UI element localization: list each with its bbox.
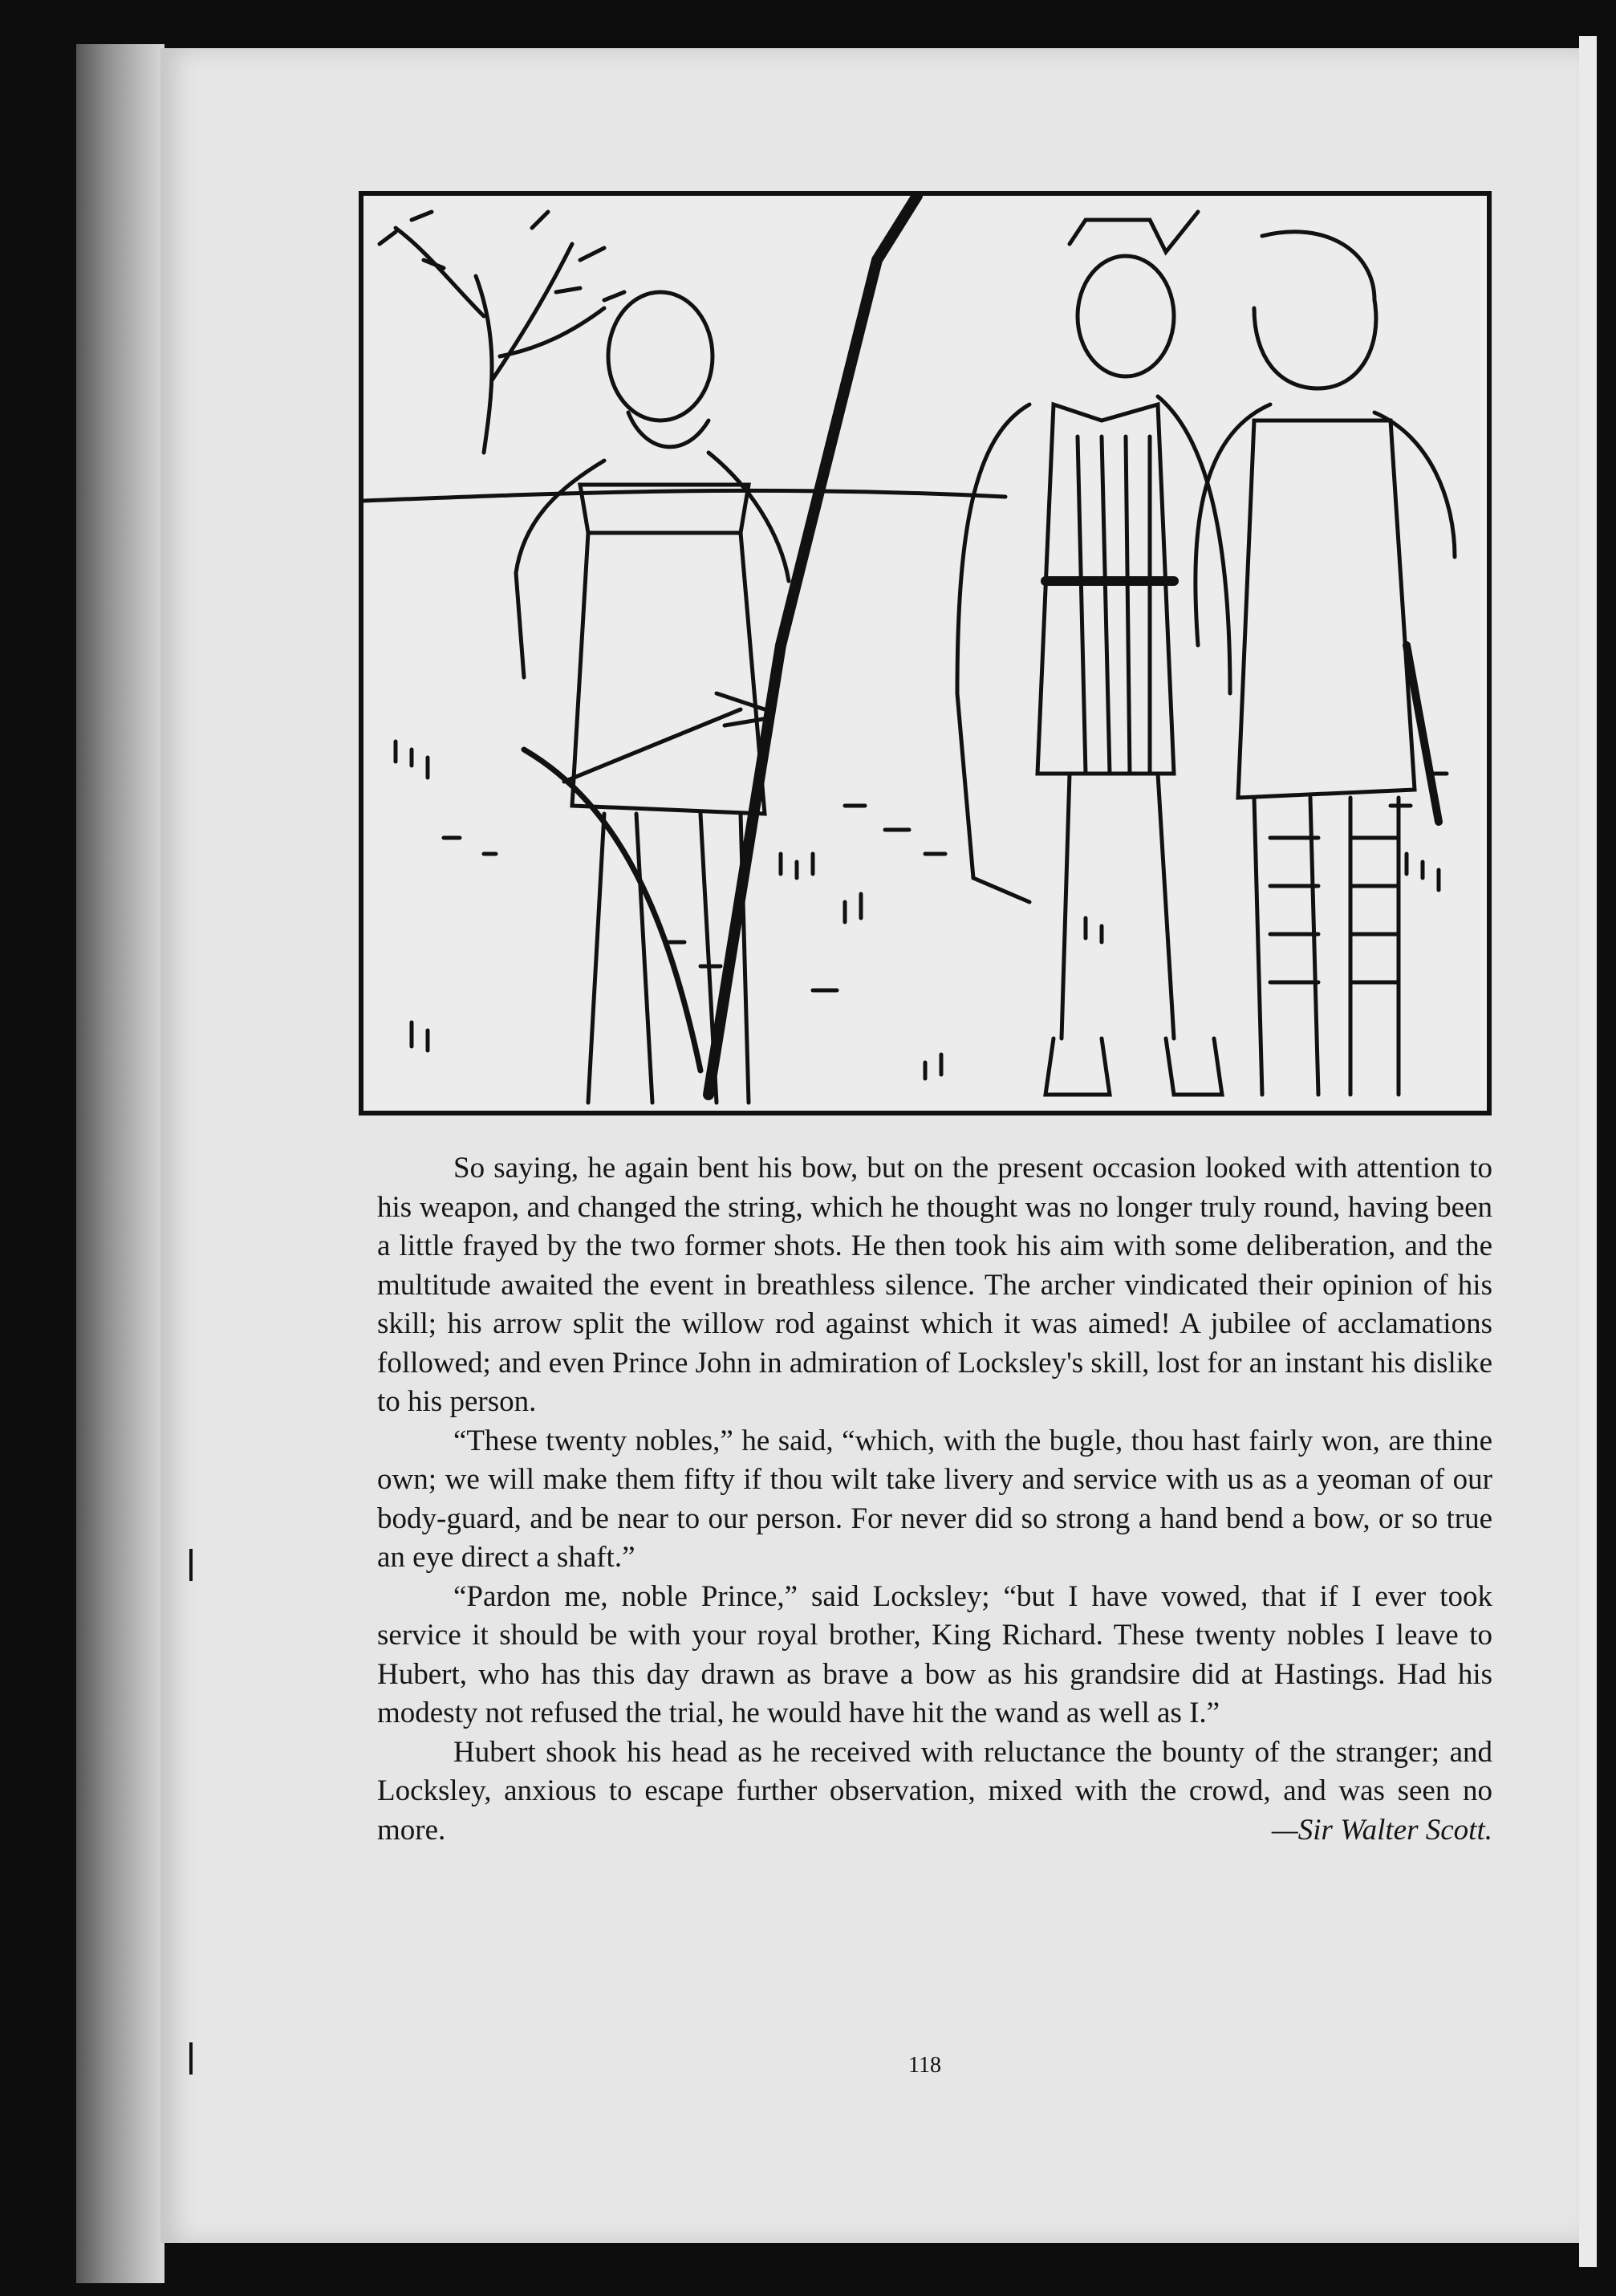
archer-illustration [359, 191, 1492, 1115]
margin-mark [189, 1549, 193, 1581]
author-signature: —Sir Walter Scott. [1271, 1813, 1492, 1847]
margin-mark [189, 2042, 193, 2075]
illustration-drawing [363, 196, 1487, 1111]
page-number: 118 [908, 2053, 941, 2078]
book-spine [76, 44, 164, 2283]
paragraph-2: “These twenty nobles,” he said, “which, with the bugle, thou hast fairly won, are thine own; we will make them fifty if thou wilt take livery and service with us as a yeoman of our body-guard, and be near to our person. For never did so strong a hand bend a bow, or so true an eye direct a shaft.” [377, 1424, 1492, 1574]
story-text [377, 1149, 1492, 1850]
paragraph-4 [377, 1733, 1492, 1851]
facing-page-edge [1579, 36, 1597, 2267]
paragraph-1: So saying, he again bent his bow, but on the present occasion looked with attention to his weapon, and changed the string, which he thought was no longer truly round, having been a little frayed by the two former shots. He then took his aim with some deliberation, and the multitude awaited the event in breathless silence. The archer vindicated their opinion of his skill; his arrow split the willow rod against which it was aimed! A jubilee of acclamations followed; and even Prince John in admiration of Locksley's skill, lost for an instant his dislike to his person. [377, 1152, 1492, 1418]
paragraph-3: “Pardon me, noble Prince,” said Locksley; “but I have vowed, that if I ever took service it should be with your royal brother, King Richard. These twenty nobles I leave to Hubert, who has this day drawn as brave a bow as his grandsire did at Hastings. Had his modesty not refused the trial, he would have hit the wand as well as I.” [377, 1579, 1492, 1729]
paragraph-4-text: Hubert shook his head as he received with reluctance the bounty of the stranger; and Locksley, anxious to escape further observation, mixed with the crowd, and was seen no more. [377, 1735, 1492, 1847]
